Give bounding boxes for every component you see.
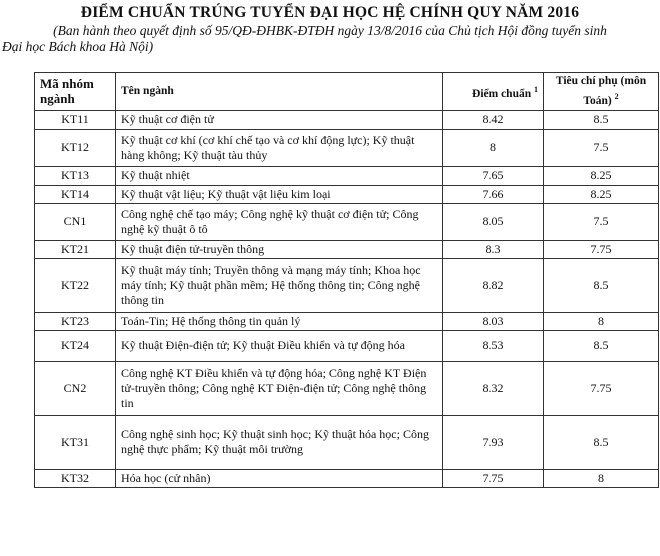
header-score (443, 73, 544, 111)
sub-criteria-cell: 7.75 (544, 240, 659, 258)
score-cell: 7.93 (443, 415, 544, 469)
sub-criteria-cell: 7.5 (544, 129, 659, 166)
major-code-cell: KT32 (35, 469, 116, 487)
sub-criteria-cell: 8.5 (544, 330, 659, 361)
table-header-row (35, 73, 659, 111)
major-code-cell: CN2 (35, 361, 116, 415)
sub-criteria-cell: 8.5 (544, 110, 659, 129)
score-cell: 7.66 (443, 185, 544, 203)
major-name-cell: Kỹ thuật điện tử-truyền thông (116, 240, 443, 258)
major-code-cell: KT22 (35, 258, 116, 312)
major-code-cell: KT12 (35, 129, 116, 166)
major-name-cell: Hóa học (cử nhân) (116, 469, 443, 487)
score-cell: 8.42 (443, 110, 544, 129)
sub-criteria-cell: 8 (544, 469, 659, 487)
table-body (35, 110, 659, 487)
table-row (35, 415, 659, 469)
major-code-cell: KT24 (35, 330, 116, 361)
major-code-cell: CN1 (35, 203, 116, 240)
table-row (35, 129, 659, 166)
major-name-cell: Công nghệ chế tạo máy; Công nghệ kỹ thuật cơ điện tử; Công nghệ kỹ thuật ô tô (116, 203, 443, 240)
table-row (35, 240, 659, 258)
table-row (35, 110, 659, 129)
admission-scores-table (34, 72, 659, 488)
table-row (35, 203, 659, 240)
document-title: ĐIỂM CHUẨN TRÚNG TUYỂN ĐẠI HỌC HỆ CHÍNH QUY NĂM 2016 (80, 4, 580, 21)
subtitle-line-1: (Ban hành theo quyết định số 95/QĐ-ĐHBK-ĐTĐH ngày 13/8/2016 của Chủ tịch Hội đồng tuyển sinh (53, 23, 607, 38)
major-name-cell: Kỹ thuật máy tính; Truyền thông và mạng máy tính; Khoa học máy tính; Kỹ thuật phần mềm; Hệ thống thông tin; Công nghệ thông tin (116, 258, 443, 312)
header-score-label: Điểm chuẩn (472, 87, 532, 100)
major-name-cell: Toán-Tin; Hệ thống thông tin quản lý (116, 312, 443, 330)
header-sub-footnote: 2 (614, 92, 619, 101)
sub-criteria-cell: 8 (544, 312, 659, 330)
table-row (35, 166, 659, 185)
major-code-cell: KT21 (35, 240, 116, 258)
major-code-cell: KT31 (35, 415, 116, 469)
document-subtitle (0, 22, 660, 55)
sub-criteria-cell: 7.5 (544, 203, 659, 240)
score-cell: 7.65 (443, 166, 544, 185)
header-score-footnote: 1 (534, 84, 538, 94)
table-row (35, 361, 659, 415)
subtitle-line-2: Đại học Bách khoa Hà Nội) (2, 39, 154, 54)
major-code-cell: KT23 (35, 312, 116, 330)
major-name-cell: Công nghệ KT Điều khiển và tự động hóa; Công nghệ KT Điện tử-truyền thông; Công nghệ KT Điện-điện tử; Công nghệ thông tin (116, 361, 443, 415)
major-name-cell: Kỹ thuật cơ khí (cơ khí chế tạo và cơ khí động lực); Kỹ thuật hàng không; Kỹ thuật tàu thủy (116, 129, 443, 166)
sub-criteria-cell: 8.25 (544, 185, 659, 203)
major-name-cell: Kỹ thuật nhiệt (116, 166, 443, 185)
header-sub-criteria (544, 73, 659, 111)
score-cell: 8 (443, 129, 544, 166)
major-code-cell: KT11 (35, 110, 116, 129)
score-cell: 8.3 (443, 240, 544, 258)
sub-criteria-cell: 7.75 (544, 361, 659, 415)
major-code-cell: KT14 (35, 185, 116, 203)
score-cell: 8.82 (443, 258, 544, 312)
score-cell: 8.03 (443, 312, 544, 330)
header-sub-label: Tiêu chí phụ (môn Toán) (555, 75, 647, 107)
major-name-cell: Kỹ thuật vật liệu; Kỹ thuật vật liệu kim loại (116, 185, 443, 203)
score-cell: 8.53 (443, 330, 544, 361)
score-cell: 8.32 (443, 361, 544, 415)
sub-criteria-cell: 8.5 (544, 415, 659, 469)
major-code-cell: KT13 (35, 166, 116, 185)
major-name-cell: Kỹ thuật Điện-điện tử; Kỹ thuật Điều khiển và tự động hóa (116, 330, 443, 361)
major-name-cell: Kỹ thuật cơ điện tử (116, 110, 443, 129)
table-row (35, 185, 659, 203)
table-row (35, 258, 659, 312)
table-row (35, 330, 659, 361)
score-cell: 7.75 (443, 469, 544, 487)
table-row (35, 312, 659, 330)
header-name: Tên ngành (116, 73, 443, 111)
score-cell: 8.05 (443, 203, 544, 240)
sub-criteria-cell: 8.25 (544, 166, 659, 185)
header-code: Mã nhóm ngành (35, 73, 116, 111)
table-row (35, 469, 659, 487)
major-name-cell: Công nghệ sinh học; Kỹ thuật sinh học; Kỹ thuật hóa học; Công nghệ thực phẩm; Kỹ thuật môi trường (116, 415, 443, 469)
sub-criteria-cell: 8.5 (544, 258, 659, 312)
